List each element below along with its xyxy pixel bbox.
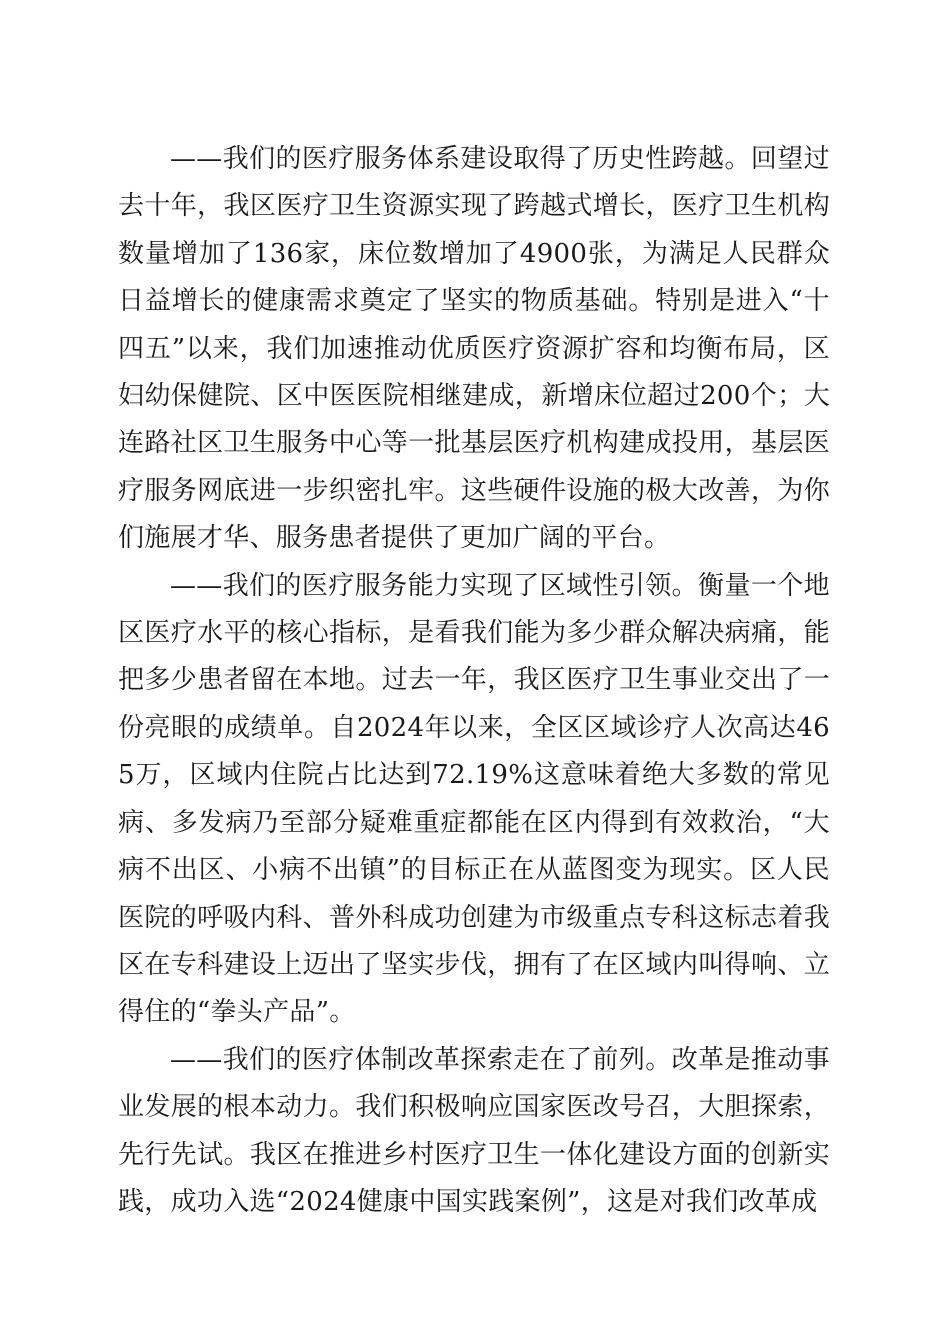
document-body — [118, 136, 830, 1226]
paragraph-medical-system: ——我们的医疗服务体系建设取得了历史性跨越。回望过去十年，我区医疗卫生资源实现了跨越式增长，医疗卫生机构数量增加了136家，床位数增加了4900张，为满足人民群众日益增长的健康需求奠定了坚实的物质基础。特别是进入“十四五”以来，我们加速推动优质医疗资源扩容和均衡布局，区妇幼保健院、区中医医院相继建成，新增床位超过200个；大连路社区卫生服务中心等一批基层医疗机构建成投用，基层医疗服务网底进一步织密扎牢。这些硬件设施的极大改善，为你们施展才华、服务患者提供了更加广阔的平台。 — [118, 144, 830, 554]
paragraph-medical-capacity: ——我们的医疗服务能力实现了区域性引领。衡量一个地区医疗水平的核心指标，是看我们能为多少群众解决病痛，能把多少患者留在本地。过去一年，我区医疗卫生事业交出了一份亮眼的成绩单。自2024年以来，全区区域诊疗人次高达465万，区域内住院占比达到72.19%这意味着绝大多数的常见病、多发病乃至部分疑难重症都能在区内得到有效救治，“大病不出区、小病不出镇”的目标正在从蓝图变为现实。区人民医院的呼吸内科、普外科成功创建为市级重点专科这标志着我区在专科建设上迈出了坚实步伐，拥有了在区域内叫得响、立得住的“拳头产品”。 — [118, 570, 830, 1028]
paragraph-medical-reform: ——我们的医疗体制改革探索走在了前列。改革是推动事业发展的根本动力。我们积极响应国家医改号召，大胆探索，先行先试。我区在推进乡村医疗卫生一体化建设方面的创新实践，成功入选“2024健康中国实践案例”，这是对我们改革成 — [118, 1044, 830, 1217]
